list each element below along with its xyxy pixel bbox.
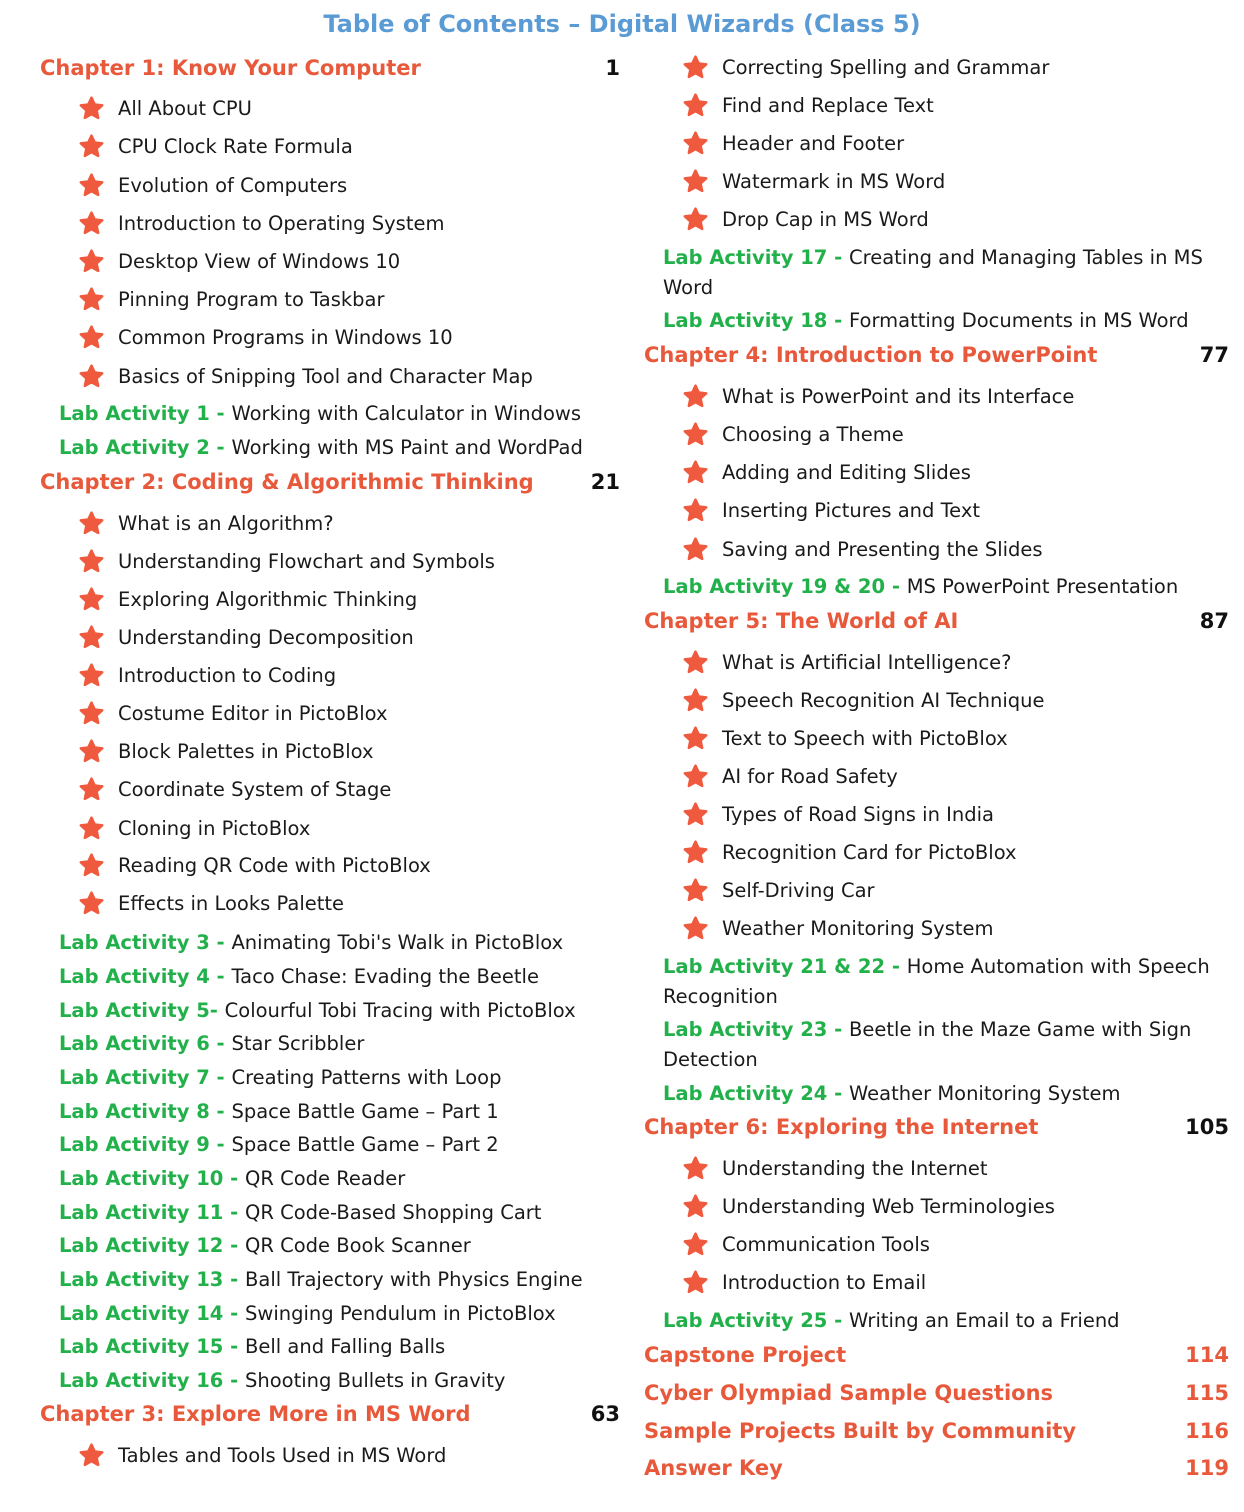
star-icon xyxy=(683,207,708,232)
chapter-heading[interactable] xyxy=(644,607,1229,635)
section-heading[interactable] xyxy=(644,1379,1229,1407)
topic-text: Drop Cap in MS Word xyxy=(722,208,929,231)
page-number: 114 xyxy=(1185,1343,1229,1367)
chapter-title: Chapter 5: The World of AI xyxy=(644,609,959,633)
lab-activity-text: MS PowerPoint Presentation xyxy=(906,575,1179,598)
star-icon xyxy=(683,916,708,941)
lab-activity-text: Star Scribbler xyxy=(231,1032,365,1055)
star-icon xyxy=(79,587,104,612)
star-icon xyxy=(79,739,104,764)
lab-activity-item[interactable] xyxy=(644,952,1229,1012)
star-icon xyxy=(683,1194,708,1219)
topic-text: Communication Tools xyxy=(722,1233,930,1256)
topic-text: Understanding Flowchart and Symbols xyxy=(118,550,495,573)
topic-text: Common Programs in Windows 10 xyxy=(118,326,453,349)
topic-item[interactable] xyxy=(644,877,1229,905)
star-icon xyxy=(683,131,708,156)
lab-activity-label: Lab Activity 5- xyxy=(59,999,225,1022)
page-title: Table of Contents – Digital Wizards (Class 5) xyxy=(323,10,921,38)
topic-item[interactable] xyxy=(40,95,620,123)
lab-activity-item[interactable] xyxy=(644,1306,1229,1336)
star-icon xyxy=(79,549,104,574)
topic-item[interactable] xyxy=(644,497,1229,525)
topic-text: Introduction to Email xyxy=(722,1271,927,1294)
topic-item[interactable] xyxy=(40,700,620,728)
star-icon xyxy=(79,287,104,312)
page-number: 63 xyxy=(590,1402,620,1426)
chapter-title: Answer Key xyxy=(644,1456,783,1480)
star-icon xyxy=(79,134,104,159)
page-number: 119 xyxy=(1185,1456,1229,1480)
chapter-title: Chapter 3: Explore More in MS Word xyxy=(40,1402,471,1426)
topic-item[interactable] xyxy=(644,168,1229,196)
lab-activity-label: Lab Activity 3 - xyxy=(59,931,232,954)
topic-text: What is Artificial Intelligence? xyxy=(722,651,1012,674)
chapter-title: Capstone Project xyxy=(644,1343,847,1367)
lab-activity-text: Bell and Falling Balls xyxy=(245,1335,446,1358)
topic-item[interactable] xyxy=(40,624,620,652)
lab-activity-item[interactable] xyxy=(644,243,1229,303)
topic-text: Desktop View of Windows 10 xyxy=(118,250,401,273)
lab-activity-label: Lab Activity 16 - xyxy=(59,1369,246,1392)
lab-activity-text: Working with Calculator in Windows xyxy=(231,402,581,425)
topic-text: Find and Replace Text xyxy=(722,94,934,117)
topic-item[interactable] xyxy=(644,1269,1229,1297)
chapter-heading[interactable] xyxy=(40,1400,620,1428)
topic-text: Introduction to Operating System xyxy=(118,212,445,235)
star-icon xyxy=(79,1443,104,1468)
star-icon xyxy=(683,169,708,194)
lab-activity-label: Lab Activity 13 - xyxy=(59,1268,246,1291)
topic-text: Saving and Presenting the Slides xyxy=(722,538,1043,561)
chapter-heading[interactable] xyxy=(40,54,620,82)
topic-text: Watermark in MS Word xyxy=(722,170,946,193)
topic-text: Basics of Snipping Tool and Character Map xyxy=(118,365,533,388)
topic-item[interactable] xyxy=(40,172,620,200)
lab-activity-label: Lab Activity 10 - xyxy=(59,1167,246,1190)
star-icon xyxy=(79,625,104,650)
lab-activity-label: Lab Activity 21 & 22 - xyxy=(663,955,907,978)
lab-activity-label: Lab Activity 15 - xyxy=(59,1335,246,1358)
lab-activity-label: Lab Activity 9 - xyxy=(59,1133,232,1156)
topic-item[interactable] xyxy=(40,133,620,161)
topic-text: Correcting Spelling and Grammar xyxy=(722,56,1050,79)
topic-text: Adding and Editing Slides xyxy=(722,461,971,484)
lab-activity-item[interactable] xyxy=(40,399,620,429)
star-icon xyxy=(79,853,104,878)
lab-activity-text: Animating Tobi's Walk in PictoBlox xyxy=(231,931,564,954)
topic-text: Inserting Pictures and Text xyxy=(722,499,981,522)
page-number: 105 xyxy=(1185,1115,1229,1139)
star-icon xyxy=(79,701,104,726)
page-number: 115 xyxy=(1185,1381,1229,1405)
topic-item[interactable] xyxy=(644,687,1229,715)
lab-activity-text: Weather Monitoring System xyxy=(849,1082,1121,1105)
lab-activity-text: Shooting Bullets in Gravity xyxy=(245,1369,506,1392)
lab-activity-item[interactable] xyxy=(644,1015,1229,1075)
topic-item[interactable] xyxy=(644,383,1229,411)
topic-item[interactable] xyxy=(644,915,1229,943)
topic-item[interactable] xyxy=(644,763,1229,791)
lab-activity-text: Swinging Pendulum in PictoBlox xyxy=(245,1302,556,1325)
star-icon xyxy=(79,173,104,198)
lab-activity-label: Lab Activity 2 - xyxy=(59,436,232,459)
lab-activity-text: QR Code-Based Shopping Cart xyxy=(245,1201,542,1224)
topic-text: Recognition Card for PictoBlox xyxy=(722,841,1017,864)
star-icon xyxy=(683,498,708,523)
topic-item[interactable] xyxy=(40,1442,620,1470)
topic-text: Weather Monitoring System xyxy=(722,917,994,940)
lab-activity-item[interactable] xyxy=(40,1299,620,1329)
star-icon xyxy=(683,802,708,827)
lab-activity-text: Formatting Documents in MS Word xyxy=(849,309,1189,332)
lab-activity-item[interactable] xyxy=(40,1130,620,1160)
topic-text: What is PowerPoint and its Interface xyxy=(722,385,1075,408)
topic-text: Choosing a Theme xyxy=(722,423,904,446)
topic-text: Text to Speech with PictoBlox xyxy=(722,727,1008,750)
lab-activity-item[interactable] xyxy=(40,1198,620,1228)
chapter-title: Chapter 1: Know Your Computer xyxy=(40,56,421,80)
topic-item[interactable] xyxy=(40,586,620,614)
topic-text: Header and Footer xyxy=(722,132,905,155)
star-icon xyxy=(79,211,104,236)
lab-activity-item[interactable] xyxy=(40,928,620,958)
lab-activity-text: Ball Trajectory with Physics Engine xyxy=(245,1268,583,1291)
star-icon xyxy=(683,840,708,865)
star-icon xyxy=(683,688,708,713)
page-number: 77 xyxy=(1199,343,1229,367)
chapter-title: Chapter 4: Introduction to PowerPoint xyxy=(644,343,1098,367)
lab-activity-label: Lab Activity 14 - xyxy=(59,1302,246,1325)
star-icon xyxy=(683,1232,708,1257)
topic-item[interactable] xyxy=(644,206,1229,234)
topic-item[interactable] xyxy=(40,510,620,538)
lab-activity-item[interactable] xyxy=(40,1164,620,1194)
star-icon xyxy=(683,878,708,903)
topic-text: Exploring Algorithmic Thinking xyxy=(118,588,418,611)
lab-activity-item[interactable] xyxy=(40,1029,620,1059)
topic-item[interactable] xyxy=(40,852,620,880)
star-icon xyxy=(683,1156,708,1181)
lab-activity-text: Colourful Tobi Tracing with PictoBlox xyxy=(224,999,576,1022)
chapter-title: Sample Projects Built by Community xyxy=(644,1419,1077,1443)
star-icon xyxy=(683,422,708,447)
star-icon xyxy=(79,816,104,841)
topic-item[interactable] xyxy=(40,738,620,766)
star-icon xyxy=(683,93,708,118)
topic-item[interactable] xyxy=(40,890,620,918)
topic-item[interactable] xyxy=(644,801,1229,829)
lab-activity-label: Lab Activity 17 - xyxy=(663,246,850,269)
star-icon xyxy=(79,663,104,688)
lab-activity-text: QR Code Reader xyxy=(245,1167,406,1190)
topic-item[interactable] xyxy=(40,815,620,843)
star-icon xyxy=(683,384,708,409)
page-number: 1 xyxy=(605,56,620,80)
topic-item[interactable] xyxy=(40,662,620,690)
topic-text: Types of Road Signs in India xyxy=(722,803,994,826)
lab-activity-label: Lab Activity 24 - xyxy=(663,1082,850,1105)
lab-activity-text: Taco Chase: Evading the Beetle xyxy=(231,965,539,988)
topic-text: Block Palettes in PictoBlox xyxy=(118,740,374,763)
section-heading[interactable] xyxy=(644,1417,1229,1445)
lab-activity-label: Lab Activity 11 - xyxy=(59,1201,246,1224)
lab-activity-item[interactable] xyxy=(40,1366,620,1396)
section-heading[interactable] xyxy=(644,1341,1229,1369)
topic-text: What is an Algorithm? xyxy=(118,512,334,535)
lab-activity-text: QR Code Book Scanner xyxy=(245,1234,471,1257)
star-icon xyxy=(683,55,708,80)
topic-text: AI for Road Safety xyxy=(722,765,898,788)
topic-text: Effects in Looks Palette xyxy=(118,892,345,915)
topic-item[interactable] xyxy=(644,536,1229,564)
star-icon xyxy=(79,777,104,802)
lab-activity-label: Lab Activity 18 - xyxy=(663,309,850,332)
topic-text: Pinning Program to Taskbar xyxy=(118,288,385,311)
lab-activity-text: Writing an Email to a Friend xyxy=(849,1309,1120,1332)
topic-text: Speech Recognition AI Technique xyxy=(722,689,1045,712)
star-icon xyxy=(79,249,104,274)
star-icon xyxy=(683,650,708,675)
topic-text: Cloning in PictoBlox xyxy=(118,817,311,840)
lab-activity-item[interactable] xyxy=(40,1265,620,1295)
topic-item[interactable] xyxy=(644,54,1229,82)
topic-text: CPU Clock Rate Formula xyxy=(118,135,353,158)
topic-item[interactable] xyxy=(644,1193,1229,1221)
lab-activity-item[interactable] xyxy=(40,1063,620,1093)
lab-activity-text: Home Automation with Speech Recognition xyxy=(663,955,1210,1008)
section-heading[interactable] xyxy=(644,1454,1229,1482)
star-icon xyxy=(683,1270,708,1295)
topic-item[interactable] xyxy=(40,210,620,238)
lab-activity-label: Lab Activity 23 - xyxy=(663,1018,850,1041)
lab-activity-text: Creating Patterns with Loop xyxy=(231,1066,502,1089)
lab-activity-text: Space Battle Game – Part 1 xyxy=(231,1100,499,1123)
topic-item[interactable] xyxy=(40,324,620,352)
star-icon xyxy=(79,96,104,121)
topic-item[interactable] xyxy=(644,1231,1229,1259)
lab-activity-label: Lab Activity 7 - xyxy=(59,1066,232,1089)
topic-item[interactable] xyxy=(644,839,1229,867)
topic-text: Evolution of Computers xyxy=(118,174,348,197)
lab-activity-label: Lab Activity 4 - xyxy=(59,965,232,988)
topic-item[interactable] xyxy=(644,459,1229,487)
topic-text: Understanding Web Terminologies xyxy=(722,1195,1055,1218)
topic-text: Understanding Decomposition xyxy=(118,626,414,649)
star-icon xyxy=(79,511,104,536)
star-icon xyxy=(683,726,708,751)
page-number: 87 xyxy=(1199,609,1229,633)
lab-activity-text: Creating and Managing Tables in MS Word xyxy=(663,246,1203,299)
star-icon xyxy=(79,891,104,916)
page-number: 116 xyxy=(1185,1419,1229,1443)
star-icon xyxy=(683,537,708,562)
topic-text: Coordinate System of Stage xyxy=(118,778,392,801)
topic-item[interactable] xyxy=(644,649,1229,677)
star-icon xyxy=(683,764,708,789)
lab-activity-item[interactable] xyxy=(40,1097,620,1127)
lab-activity-item[interactable] xyxy=(40,433,620,463)
lab-activity-item[interactable] xyxy=(40,1231,620,1261)
chapter-heading[interactable] xyxy=(644,1113,1229,1141)
topic-text: Reading QR Code with PictoBlox xyxy=(118,854,431,877)
lab-activity-item[interactable] xyxy=(644,1079,1229,1109)
lab-activity-item[interactable] xyxy=(40,962,620,992)
topic-item[interactable] xyxy=(644,725,1229,753)
topic-item[interactable] xyxy=(644,130,1229,158)
lab-activity-item[interactable] xyxy=(644,306,1229,336)
topic-item[interactable] xyxy=(644,421,1229,449)
topic-item[interactable] xyxy=(644,92,1229,120)
star-icon xyxy=(683,460,708,485)
topic-item[interactable] xyxy=(40,363,620,391)
chapter-title: Chapter 6: Exploring the Internet xyxy=(644,1115,1039,1139)
lab-activity-label: Lab Activity 1 - xyxy=(59,402,232,425)
topic-text: All About CPU xyxy=(118,97,252,120)
lab-activity-text: Space Battle Game – Part 2 xyxy=(231,1133,499,1156)
topic-item[interactable] xyxy=(644,1155,1229,1183)
star-icon xyxy=(79,364,104,389)
topic-text: Self-Driving Car xyxy=(722,879,875,902)
chapter-title: Chapter 2: Coding & Algorithmic Thinking xyxy=(40,470,534,494)
topic-item[interactable] xyxy=(40,776,620,804)
topic-text: Introduction to Coding xyxy=(118,664,337,687)
lab-activity-label: Lab Activity 12 - xyxy=(59,1234,246,1257)
lab-activity-label: Lab Activity 6 - xyxy=(59,1032,232,1055)
topic-item[interactable] xyxy=(40,248,620,276)
lab-activity-text: Beetle in the Maze Game with Sign Detection xyxy=(663,1018,1192,1071)
lab-activity-item[interactable] xyxy=(40,1332,620,1362)
lab-activity-item[interactable] xyxy=(644,572,1229,602)
lab-activity-label: Lab Activity 8 - xyxy=(59,1100,232,1123)
star-icon xyxy=(79,325,104,350)
lab-activity-label: Lab Activity 19 & 20 - xyxy=(663,575,907,598)
lab-activity-item[interactable] xyxy=(40,996,620,1026)
page-number: 21 xyxy=(590,470,620,494)
chapter-heading[interactable] xyxy=(644,341,1229,369)
chapter-heading[interactable] xyxy=(40,468,620,496)
topic-text: Tables and Tools Used in MS Word xyxy=(118,1444,447,1467)
topic-item[interactable] xyxy=(40,286,620,314)
chapter-title: Cyber Olympiad Sample Questions xyxy=(644,1381,1054,1405)
lab-activity-text: Working with MS Paint and WordPad xyxy=(231,436,583,459)
topic-text: Costume Editor in PictoBlox xyxy=(118,702,388,725)
topic-item[interactable] xyxy=(40,548,620,576)
lab-activity-label: Lab Activity 25 - xyxy=(663,1309,850,1332)
topic-text: Understanding the Internet xyxy=(722,1157,988,1180)
